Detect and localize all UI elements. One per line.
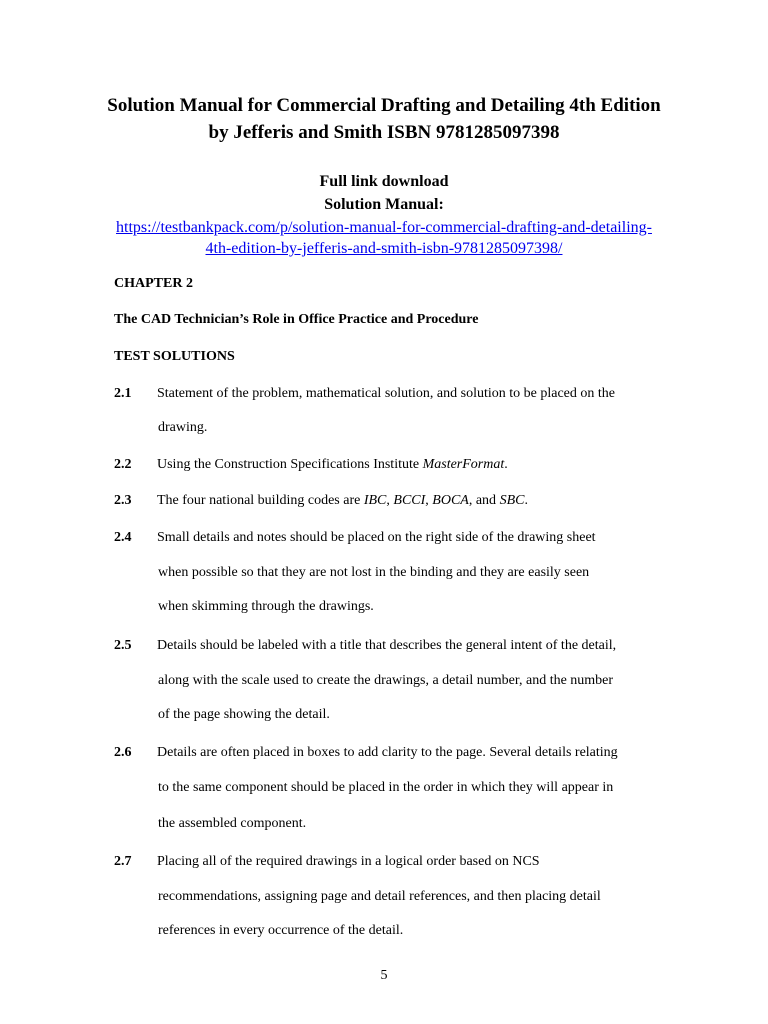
item-text-line: drawing. <box>158 420 208 435</box>
item-text-line: Details are often placed in boxes to add clarity to the page. Several details relating <box>157 745 618 760</box>
item-text-italic: MasterFormat <box>422 457 505 472</box>
item-text-line: Statement of the problem, mathematical solution, and solution to be placed on the <box>157 386 616 401</box>
item-number: 2.6 <box>114 745 132 760</box>
item-number: 2.2 <box>114 457 132 472</box>
item-text: , <box>425 493 433 508</box>
document-title-line-2: by Jefferis and Smith ISBN 9781285097398 <box>208 122 560 143</box>
code-ibc: IBC <box>363 493 387 508</box>
item-text-line: Details should be labeled with a title that describes the general intent of the detail, <box>157 638 617 653</box>
item-number: 2.4 <box>114 530 132 545</box>
item-number: 2.3 <box>114 493 132 508</box>
item-number: 2.1 <box>114 386 132 401</box>
item-text-line: when possible so that they are not lost in the binding and they are easily seen <box>158 565 590 580</box>
item-text-line: along with the scale used to create the drawings, a detail number, and the number <box>158 673 614 688</box>
item-text: , and <box>468 493 500 508</box>
download-link-line-2[interactable]: 4th-edition-by-jefferis-and-smith-isbn-9781285097398/ <box>205 240 563 257</box>
item-text-line <box>157 455 508 475</box>
item-text-line: the assembled component. <box>158 816 307 831</box>
item-text-line: Placing all of the required drawings in a logical order based on NCS <box>157 854 540 869</box>
full-link-label: Full link download <box>319 173 449 190</box>
item-number: 2.5 <box>114 638 132 653</box>
item-text-line: when skimming through the drawings. <box>158 599 374 614</box>
item-text-line: to the same component should be placed in the order in which they will appear in <box>158 780 614 795</box>
document-title-line-1: Solution Manual for Commercial Drafting and Detailing 4th Edition <box>107 95 661 116</box>
page-number: 5 <box>380 968 388 983</box>
code-bcci: BCCI <box>393 493 426 508</box>
chapter-title: The CAD Technician’s Role in Office Practice and Procedure <box>114 312 479 327</box>
item-text-line: of the page showing the detail. <box>158 707 330 722</box>
code-sbc: SBC <box>499 493 525 508</box>
solution-manual-label: Solution Manual: <box>324 196 444 213</box>
item-text: The four national building codes are <box>157 493 364 508</box>
item-text-line: references in every occurrence of the detail. <box>158 923 404 938</box>
item-text: . <box>504 457 508 472</box>
item-text: . <box>524 493 528 508</box>
download-link-line-1[interactable]: https://testbankpack.com/p/solution-manual-for-commercial-drafting-and-detailing- <box>116 219 652 236</box>
item-text-line: recommendations, assigning page and detail references, and then placing detail <box>158 889 601 904</box>
item-text: , <box>386 493 394 508</box>
code-boca: BOCA <box>432 493 469 508</box>
chapter-heading: CHAPTER 2 <box>114 276 193 291</box>
item-number: 2.7 <box>114 854 132 869</box>
section-heading: TEST SOLUTIONS <box>114 349 235 364</box>
item-text-line <box>157 491 528 511</box>
item-text-line: Small details and notes should be placed on the right side of the drawing sheet <box>157 530 596 545</box>
item-text: Using the Construction Specifications Institute <box>157 457 423 472</box>
